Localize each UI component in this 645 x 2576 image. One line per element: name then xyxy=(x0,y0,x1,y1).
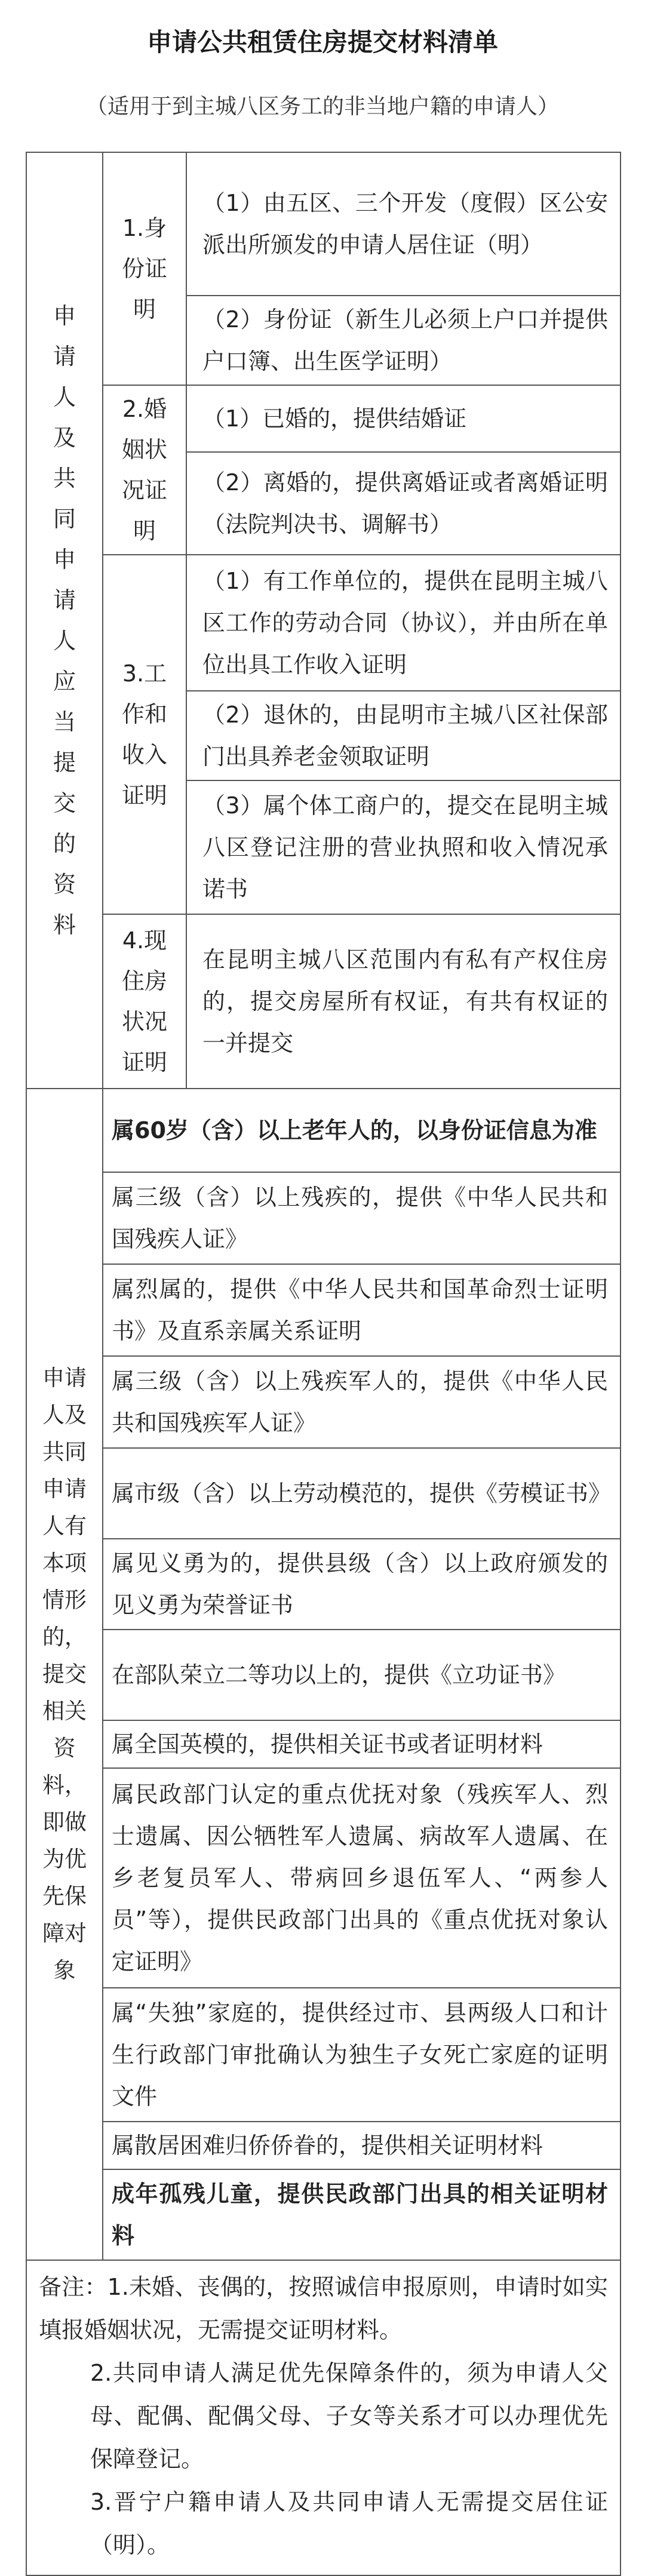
item-cell xyxy=(186,914,621,1089)
table-row xyxy=(26,152,621,296)
notes xyxy=(27,2261,620,2575)
category-cell xyxy=(103,555,186,914)
materials-table xyxy=(26,152,621,2576)
item-text: （2）身份证（新生儿必须上户口并提供户口簿、出生医学证明） xyxy=(202,306,608,374)
item-text: （1）由五区、三个开发（度假）区公安派出所颁发的申请人居住证（明） xyxy=(202,190,608,258)
table-row xyxy=(26,1988,621,2122)
category-cell xyxy=(103,914,186,1089)
item-cell xyxy=(186,780,621,914)
priority-item: 属三级（含）以上残疾的，提供《中华人民共和国残疾人证》 xyxy=(112,1184,608,1252)
priority-item: 属市级（含）以上劳动模范的，提供《劳模证书》 xyxy=(112,1480,612,1507)
notes-cell xyxy=(26,2260,621,2575)
page-title: 申请公共租赁住房提交材料清单 xyxy=(146,27,498,57)
priority-item: 成年孤残儿童，提供民政部门出具的相关证明材料 xyxy=(112,2181,608,2249)
priority-item: 属烈属的，提供《中华人民共和国革命烈士证明书》及直系亲属关系证明 xyxy=(112,1276,608,1344)
priority-item-cell xyxy=(103,1768,621,1988)
priority-item-cell xyxy=(103,1089,621,1172)
category-housing: 4.现住房状况证明 xyxy=(121,927,167,1075)
priority-item: 在部队荣立二等功以上的，提供《立功证书》 xyxy=(112,1662,566,1688)
priority-item-cell xyxy=(103,1539,621,1630)
category-marriage: 2.婚姻状况证明 xyxy=(121,396,167,544)
category-cell xyxy=(103,152,186,385)
table-row xyxy=(26,1172,621,1264)
priority-item-cell xyxy=(103,1356,621,1448)
priority-item-cell xyxy=(103,1448,621,1539)
item-text: （2）离婚的，提供离婚证或者离婚证明（法院判决书、调解书） xyxy=(202,469,608,537)
priority-item-cell xyxy=(103,1720,621,1768)
note-item: 1.未婚、丧偶的，按照诚信申报原则，申请时如实填报婚姻状况，无需提交证明材料。 xyxy=(39,2274,608,2343)
table-row xyxy=(26,2260,621,2575)
priority-item-cell xyxy=(103,1264,621,1356)
table-row xyxy=(26,1720,621,1768)
priority-item: 属三级（含）以上残疾军人的，提供《中华人民共和国残疾军人证》 xyxy=(112,1368,608,1436)
priority-item-cell xyxy=(103,1988,621,2122)
priority-item: 属见义勇为的，提供县级（含）以上政府颁发的见义勇为荣誉证书 xyxy=(112,1550,608,1618)
item-cell xyxy=(186,691,621,780)
category-identity: 1.身份证明 xyxy=(121,215,167,322)
table-row xyxy=(26,1089,621,1172)
item-cell xyxy=(186,296,621,385)
item-text: （1）已婚的，提供结婚证 xyxy=(202,405,467,432)
table-row xyxy=(26,1448,621,1539)
priority-item: 属“失独”家庭的，提供经过市、县两级人口和计生行政部门审批确认为独生子女死亡家庭的证明文件 xyxy=(112,2000,608,2110)
section2-label-cell xyxy=(26,1089,103,2260)
category-cell xyxy=(103,385,186,555)
table-row xyxy=(26,1539,621,1630)
item-text: （2）退休的，由昆明市主城八区社保部门出具养老金领取证明 xyxy=(202,702,608,770)
table-row xyxy=(26,1356,621,1448)
item-cell xyxy=(186,385,621,452)
priority-item-cell xyxy=(103,1630,621,1720)
table-row xyxy=(26,2122,621,2169)
section2-label: 申请人及共同申请人有本项情形的，提交相关资料，即做为优先保障对象 xyxy=(42,1365,87,1983)
note-item: 3.晋宁户籍申请人及共同申请人无需提交居住证（明）。 xyxy=(90,2489,608,2558)
priority-item-cell xyxy=(103,2169,621,2260)
item-cell xyxy=(186,152,621,296)
item-text: （1）有工作单位的，提供在昆明主城八区工作的劳动合同（协议），并由所在单位出具工作收入证明 xyxy=(202,568,608,678)
priority-item-cell xyxy=(103,2122,621,2169)
section1-label-cell xyxy=(26,152,103,1089)
table-row xyxy=(26,1264,621,1356)
priority-item: 属民政部门认定的重点优抚对象（残疾军人、烈士遗属、因公牺牲军人遗属、病故军人遗属、在乡老复员军人、带病回乡退伍军人、“两参人员”等），提供民政部门出具的《重点优抚对象认定证明》 xyxy=(112,1781,608,1975)
page-subtitle: （适用于到主城八区务工的非当地户籍的申请人） xyxy=(85,94,559,119)
note-first-line xyxy=(39,2265,608,2351)
priority-item-cell xyxy=(103,1172,621,1264)
table-row xyxy=(26,555,621,691)
section1-label: 申请人及共同申请人应当提交的资料 xyxy=(53,303,76,938)
category-work-income: 3.工作和收入证明 xyxy=(121,660,167,809)
item-text: 在昆明主城八区范围内有私有产权住房的，提交房屋所有权证，有共有权证的一并提交 xyxy=(202,946,608,1056)
table-row xyxy=(26,914,621,1089)
note-item: 2.共同申请人满足优先保障条件的，须为申请人父母、配偶、配偶父母、子女等关系才可以办理优先保障登记。 xyxy=(90,2360,608,2472)
priority-item: 属全国英模的，提供相关证书或者证明材料 xyxy=(112,1731,543,1757)
item-cell xyxy=(186,555,621,691)
table-row xyxy=(26,1768,621,1988)
priority-item: 属散居困难归侨侨眷的，提供相关证明材料 xyxy=(112,2132,543,2159)
table-row xyxy=(26,1630,621,1720)
table-row xyxy=(26,2169,621,2260)
priority-item: 属60岁（含）以上老年人的，以身份证信息为准 xyxy=(112,1117,597,1143)
item-text: （3）属个体工商户的，提交在昆明主城八区登记注册的营业执照和收入情况承诺书 xyxy=(202,792,608,902)
item-cell xyxy=(186,452,621,555)
table-row xyxy=(26,385,621,452)
notes-label: 备注： xyxy=(39,2274,108,2300)
